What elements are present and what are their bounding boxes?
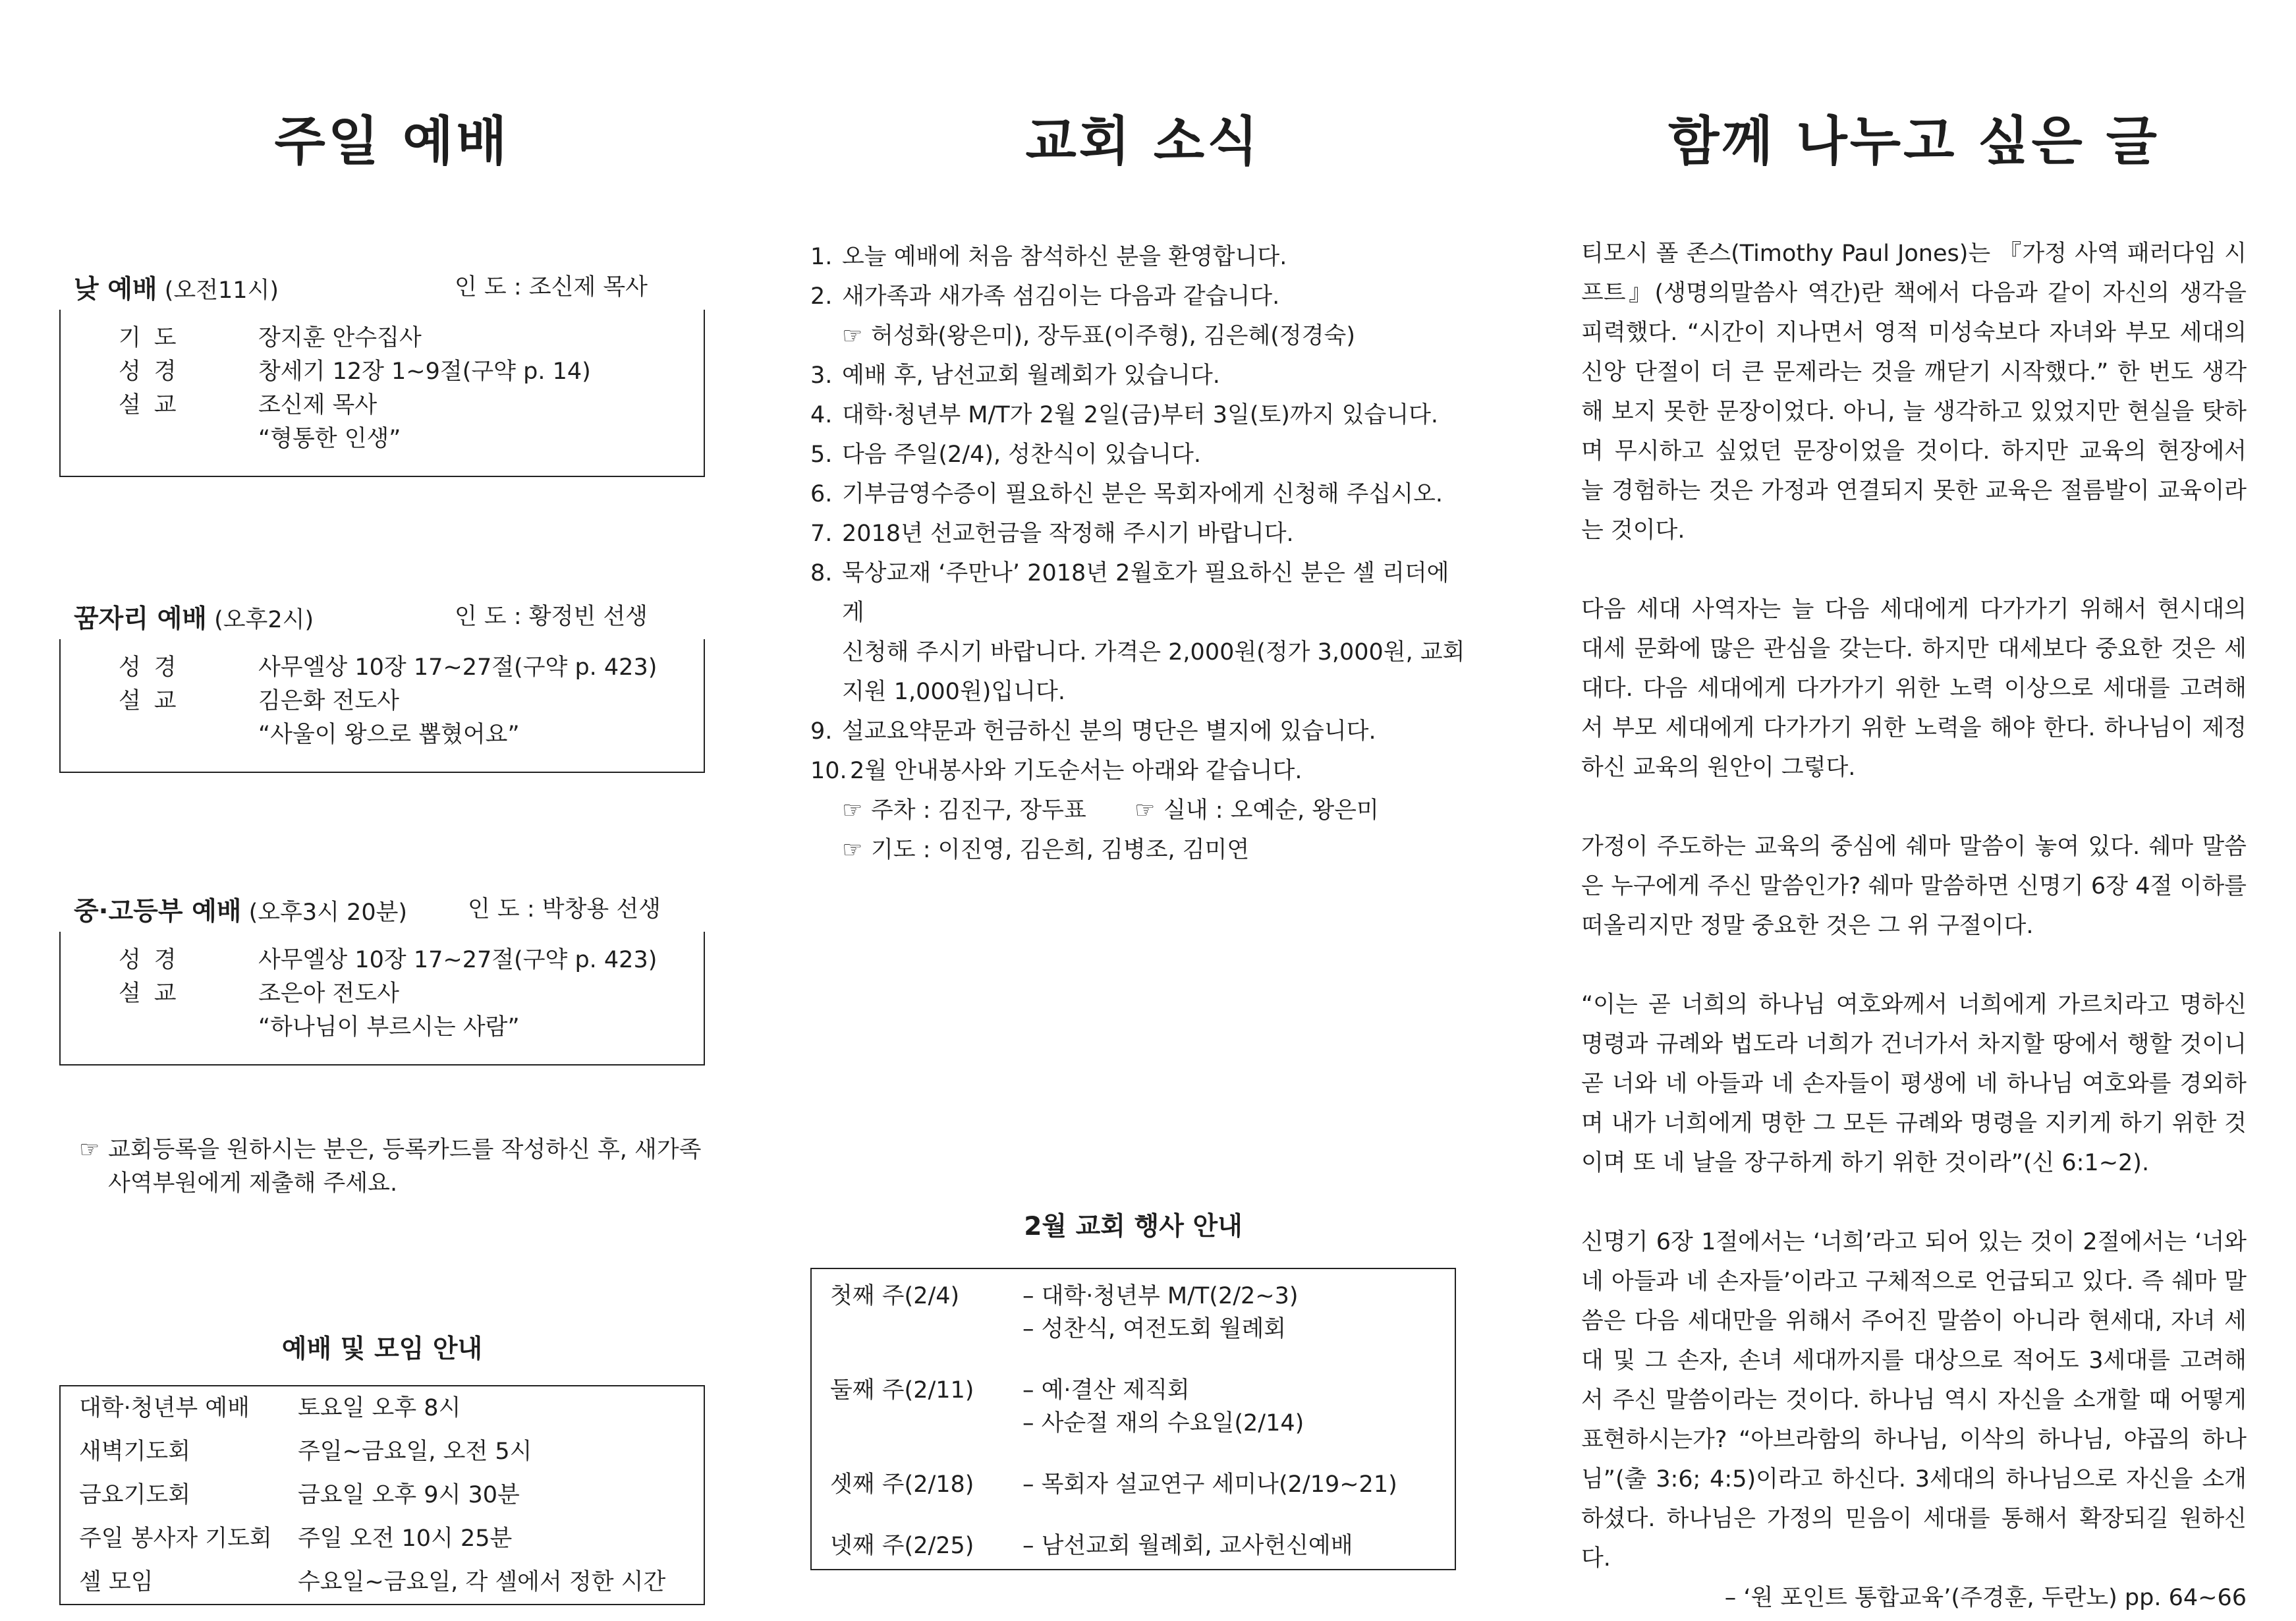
detail-row <box>61 322 704 355</box>
pointing-hand-icon: ☞ <box>842 837 863 863</box>
essay-paragraph: 가정이 주도하는 교육의 중심에 쉐마 말씀이 놓여 있다. 쉐마 말씀은 누구에게 주신 말씀인가? 쉐마 말씀하면 신명기 6장 4절 이하를 떠올리지만 정말 중요한 것은 그 위 구절이다. <box>1581 834 2247 939</box>
detail-label <box>61 718 258 752</box>
item-number: 2. <box>810 283 833 310</box>
worship-title: 주일 예배 <box>274 111 510 172</box>
item-number: 8. <box>810 560 833 586</box>
table-row <box>61 1517 704 1560</box>
list-subitem <box>810 830 1469 870</box>
item-number: 4. <box>810 402 833 428</box>
meeting-time: 금요일 오후 9시 30분 <box>298 1482 520 1508</box>
item-number: 10. <box>810 758 847 784</box>
item-text: 허성화(왕은미), 장두표(이주형), 김은혜(정경숙) <box>871 323 1356 349</box>
service-time: (오후3시 20분) <box>248 899 408 926</box>
detail-row <box>61 977 704 1011</box>
detail-value: 창세기 12장 1~9절(구약 p. 14) <box>258 358 591 385</box>
item-text: 새가족과 새가족 섬김이는 다음과 같습니다. <box>842 283 1280 310</box>
list-item-continued: 신청해 주시기 바랍니다. 가격은 2,000원(정가 3,000원, 교회 <box>842 639 1465 666</box>
sermon-title: “하나님이 부르시는 사람” <box>258 1014 520 1040</box>
table-row <box>61 1386 704 1430</box>
table-row <box>61 1430 704 1473</box>
essay-paragraph: “이는 곧 너희의 하나님 여호와께서 너희에게 가르치라고 명하신 명령과 규례와 법도라 너희가 건너가서 차지할 땅에서 행할 것이니 곧 너와 네 아들과 네 손자들이 평생에 네 하나님 여호와를 경외하며 내가 너희에게 명한 그 모든 규례와 명령을 지키게 하기 위한 것이며 또 네 날을 장구하게 하기 위한 것이라”(신 6:1~2). <box>1581 992 2247 1176</box>
service-name: 중·고등부 예배 <box>74 897 242 926</box>
item-text: 오늘 예배에 처음 참석하신 분을 환영합니다. <box>842 244 1287 270</box>
essay-source: – ‘원 포인트 통합교육’(주경훈, 두란노) pp. 64~66 <box>1724 1585 2247 1611</box>
service-details <box>59 932 705 1066</box>
item-text: 실내 : 오예순, 왕은미 <box>1163 797 1379 824</box>
gathering-table <box>59 1385 705 1605</box>
item-number: 9. <box>810 718 833 745</box>
event-week: 첫째 주(2/4) <box>830 1283 960 1309</box>
meeting-name: 주일 봉사자 기도회 <box>79 1525 272 1552</box>
detail-value: 조은아 전도사 <box>258 981 399 1007</box>
item-text: 기부금영수증이 필요하신 분은 목회자에게 신청해 주십시오. <box>842 481 1443 507</box>
detail-row <box>61 355 704 389</box>
note-line: 사역부원에게 제출해 주세요. <box>108 1170 398 1197</box>
service-leader: 인 도 : 박창용 선생 <box>468 896 661 923</box>
list-item-continued: 지원 1,000원)입니다. <box>842 679 1065 705</box>
sermon-title: “형통한 인생” <box>258 426 401 452</box>
item-text: 예배 후, 남선교회 월례회가 있습니다. <box>842 362 1220 389</box>
essay-paragraph: 다음 세대 사역자는 늘 다음 세대에게 다가가기 위해서 현시대의 대세 문화에 많은 관심을 갖는다. 하지만 대세보다 중요한 것은 세대다. 다음 세대에게 다가가기 위한 노력 이상으로 세대를 고려해서 부모 세대에게 다가가기 위한 노력을 해야 한다. 하나님이 제정하신 교육의 원안이 그렇다. <box>1581 596 2247 781</box>
service-leader: 인 도 : 조신제 목사 <box>455 274 648 300</box>
table-row <box>61 1560 704 1604</box>
meeting-time: 주일 오전 10시 25분 <box>298 1525 513 1552</box>
service-leader: 인 도 : 황정빈 선생 <box>455 604 648 630</box>
meeting-time: 토요일 오후 8시 <box>298 1395 461 1421</box>
detail-label <box>61 1011 258 1044</box>
detail-row <box>61 685 704 718</box>
detail-row <box>61 389 704 422</box>
table-row <box>812 1280 1455 1346</box>
detail-row <box>61 944 704 977</box>
list-item <box>810 395 1469 435</box>
event-week: 둘째 주(2/11) <box>830 1377 974 1404</box>
service-details <box>59 310 705 477</box>
essay-paragraph: 티모시 폴 존스(Timothy Paul Jones)는 『가정 사역 패러다임 시프트』(생명의말씀사 역간)란 책에서 다음과 같이 자신의 생각을 피력했다. “시간이 지나면서 영적 미성숙보다 자녀와 부모 세대의 신앙 단절이 더 큰 문제라는 것을 깨닫기 시작했다.” 한 번도 생각해 보지 못한 문장이었다. 아니, 늘 생각하고 있었지만 현실을 탓하며 무시하고 싶었던 문장이었을 것이다. 하지만 교육의 현장에서 늘 경험하는 것은 가정과 연결되지 못한 교육은 절름발이 교육이라는 것이다. <box>1581 241 2247 544</box>
item-text: 기도 : 이진영, 김은희, 김병조, 김미연 <box>871 837 1250 863</box>
event-item: – 예·결산 제직회 <box>1022 1377 1190 1404</box>
item-text: 묵상교재 ‘주만나’ 2018년 2월호가 필요하신 분은 셀 리더에게 <box>842 560 1449 626</box>
meeting-name: 금요기도회 <box>79 1482 191 1508</box>
item-number: 6. <box>810 481 833 507</box>
pointing-hand-icon: ☞ <box>79 1137 100 1163</box>
event-week: 넷째 주(2/25) <box>830 1533 974 1559</box>
detail-label: 설교 <box>119 688 190 714</box>
service-children <box>59 593 705 773</box>
list-item <box>810 356 1469 395</box>
service-header <box>59 886 705 932</box>
detail-row <box>61 718 704 752</box>
meeting-name: 대학·청년부 예배 <box>79 1395 250 1421</box>
detail-value: 사무엘상 10장 17~27절(구약 p. 423) <box>258 947 658 973</box>
news-list <box>810 237 1469 870</box>
list-subitem <box>810 791 1469 830</box>
detail-value: 조신제 목사 <box>258 392 378 418</box>
service-day <box>59 264 705 477</box>
detail-label <box>61 422 258 456</box>
item-text: 다음 주일(2/4), 성찬식이 있습니다. <box>842 441 1201 468</box>
detail-label: 성경 <box>119 358 190 385</box>
detail-row <box>61 651 704 685</box>
table-row <box>812 1374 1455 1440</box>
detail-label: 설교 <box>119 392 190 418</box>
event-item: – 사순절 재의 수요일(2/14) <box>1022 1410 1304 1436</box>
service-time: (오후2시) <box>214 607 314 633</box>
sermon-title: “사울이 왕으로 뽑혔어요” <box>258 722 520 748</box>
item-text: 주차 : 김진구, 장두표 <box>871 797 1086 824</box>
table-row <box>812 1468 1455 1501</box>
event-item: – 목회자 설교연구 세미나(2/19~21) <box>1022 1471 1397 1498</box>
service-youth <box>59 886 705 1066</box>
detail-label: 설교 <box>119 981 190 1007</box>
meeting-name: 셀 모임 <box>79 1569 154 1595</box>
registration-note <box>79 1133 712 1201</box>
table-row <box>61 1473 704 1517</box>
news-title: 교회 소식 <box>1025 111 1261 172</box>
item-text: 설교요약문과 헌금하신 분의 명단은 별지에 있습니다. <box>842 718 1376 745</box>
item-text: 2월 안내봉사와 기도순서는 아래와 같습니다. <box>850 758 1302 784</box>
events-guide <box>810 1206 1456 1570</box>
pointing-hand-icon: ☞ <box>1134 797 1156 824</box>
item-number: 1. <box>810 244 833 270</box>
detail-row <box>61 422 704 456</box>
note-line: 교회등록을 원하시는 분은, 등록카드를 작성하신 후, 새가족 <box>108 1137 702 1163</box>
list-item <box>810 435 1469 474</box>
service-name: 낮 예배 <box>74 275 157 304</box>
list-item <box>810 474 1469 514</box>
item-number: 3. <box>810 362 833 389</box>
events-table <box>810 1268 1456 1570</box>
list-subitem <box>810 316 1469 356</box>
list-item <box>810 712 1469 751</box>
list-item <box>810 554 1469 633</box>
essay-paragraph: 신명기 6장 1절에서는 ‘너희’라고 되어 있는 것이 2절에서는 ‘너와 네 아들과 네 손자들’이라고 구체적으로 언급되고 있다. 즉 쉐마 말씀은 다음 세대만을 위해서 주어진 말씀이 아니라 현세대, 자녀 세대 및 그 손자, 손녀 세대까지를 대상으로 적어도 3세대를 고려해서 주신 말씀이라는 것이다. 하나님 역시 자신을 소개할 때 어떻게 표현하시는가? “아브라함의 하나님, 이삭의 하나님, 야곱의 하나님”(출 3:6; 4:5)이라고 하신다. 3세대의 하나님으로 자신을 소개하셨다. 하나님은 가정의 믿음이 세대를 통해서 확장되길 원하신다. <box>1581 1229 2247 1572</box>
gathering-guide <box>59 1328 705 1605</box>
meeting-time: 주일~금요일, 오전 5시 <box>298 1438 532 1465</box>
events-title: 2월 교회 행사 안내 <box>1024 1212 1243 1241</box>
item-text: 대학·청년부 M/T가 2월 2일(금)부터 3일(토)까지 있습니다. <box>842 402 1439 428</box>
detail-label: 성경 <box>119 947 190 973</box>
item-text: 2018년 선교헌금을 작정해 주시기 바랍니다. <box>842 521 1294 547</box>
list-item <box>810 751 1469 791</box>
event-item: – 남선교회 월례회, 교사헌신예배 <box>1022 1533 1353 1559</box>
detail-label: 기도 <box>119 325 190 351</box>
item-number: 5. <box>810 441 833 468</box>
meeting-name: 새벽기도회 <box>79 1438 191 1465</box>
pointing-hand-icon: ☞ <box>842 797 863 824</box>
service-header <box>59 264 705 310</box>
detail-value: 김은화 전도사 <box>258 688 399 714</box>
essay-title: 함께 나누고 싶은 글 <box>1668 111 2160 172</box>
event-item: – 대학·청년부 M/T(2/2~3) <box>1022 1283 1299 1309</box>
detail-label: 성경 <box>119 654 190 681</box>
detail-value: 사무엘상 10장 17~27절(구약 p. 423) <box>258 654 658 681</box>
detail-value: 장지훈 안수집사 <box>258 325 422 351</box>
service-details <box>59 639 705 773</box>
detail-row <box>61 1011 704 1044</box>
item-number: 7. <box>810 521 833 547</box>
event-item: – 성찬식, 여전도회 월례회 <box>1022 1316 1287 1342</box>
list-item <box>810 514 1469 554</box>
essay-body <box>1581 234 2247 1618</box>
service-name: 꿈자리 예배 <box>74 604 207 634</box>
list-item <box>810 277 1469 316</box>
pointing-hand-icon: ☞ <box>842 323 863 349</box>
table-row <box>812 1529 1455 1562</box>
list-item <box>810 237 1469 277</box>
service-time: (오전11시) <box>164 277 279 304</box>
service-header <box>59 593 705 639</box>
meeting-time: 수요일~금요일, 각 셀에서 정한 시간 <box>298 1569 666 1595</box>
gathering-title: 예배 및 모임 안내 <box>281 1334 483 1364</box>
event-week: 셋째 주(2/18) <box>830 1471 974 1498</box>
